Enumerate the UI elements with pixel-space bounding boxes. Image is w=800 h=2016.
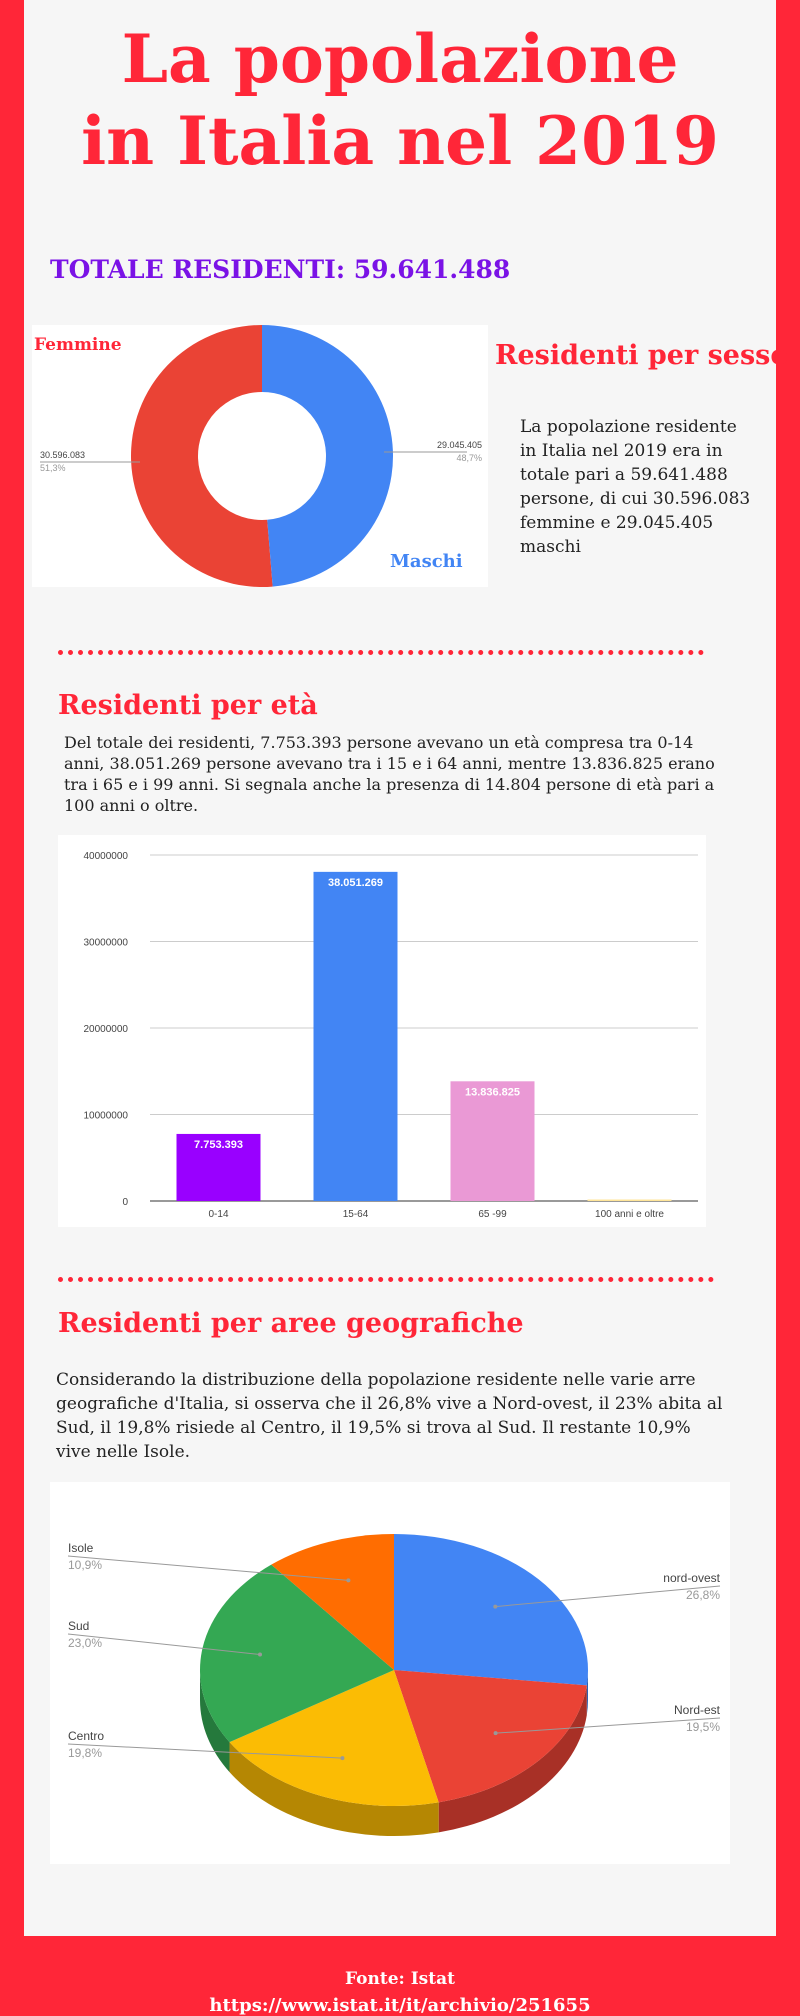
bar-chart xyxy=(58,835,706,1227)
divider-2 xyxy=(58,1277,714,1282)
x-tick-label: 0-14 xyxy=(208,1209,229,1220)
x-tick-label: 65 -99 xyxy=(478,1209,507,1220)
bar-data-label: 13.836.825 xyxy=(464,1086,521,1099)
footer-source: Fonte: Istat xyxy=(345,1969,455,1989)
female-pct-label: 51,3% xyxy=(40,463,66,473)
pie-category-label: Isole xyxy=(68,1541,94,1555)
y-tick-label: 30000000 xyxy=(83,937,128,949)
y-tick-label: 0 xyxy=(122,1197,128,1208)
pie-callout-dot xyxy=(340,1756,344,1760)
bar-100annieoltre xyxy=(588,1200,672,1202)
bar-65-99 xyxy=(451,1081,535,1201)
label-male: Maschi xyxy=(390,551,463,572)
pie-slice-nord-ovest xyxy=(394,1534,588,1685)
pie-chart-card xyxy=(50,1482,730,1864)
y-tick-label: 20000000 xyxy=(83,1024,128,1035)
pie-percent-label: 23,0% xyxy=(68,1636,103,1650)
pie-category-label: Centro xyxy=(68,1729,105,1743)
label-female: Femmine xyxy=(34,335,122,355)
male-value-label: 29.045.405 xyxy=(436,440,482,450)
pie-category-label: Nord-est xyxy=(673,1703,720,1717)
donut-slice-femmine xyxy=(131,325,273,587)
divider-1 xyxy=(58,650,704,655)
pie-3d-chart xyxy=(50,1482,730,1864)
heading-age: Residenti per età xyxy=(58,690,318,721)
bar-chart-card xyxy=(58,835,706,1227)
donut-chart xyxy=(32,325,488,587)
male-pct-label: 48,7% xyxy=(456,453,482,463)
page-title xyxy=(0,18,800,182)
title-line-2: in Italia nel 2019 xyxy=(81,102,719,180)
pie-callout-dot xyxy=(494,1731,498,1735)
total-residents: TOTALE RESIDENTI: 59.641.488 xyxy=(50,255,511,284)
sex-description: La popolazione residente in Italia nel 2019 era in totale pari a 59.641.488 persone, di cui 30.596.083 femmine e 29.045.405 maschi xyxy=(520,417,751,557)
pie-callout-dot xyxy=(493,1605,497,1609)
title-line-1: La popolazione xyxy=(121,20,679,98)
pie-percent-label: 26,8% xyxy=(685,1588,720,1602)
bar-15-64 xyxy=(314,872,398,1201)
y-tick-label: 10000000 xyxy=(83,1110,128,1122)
heading-geo: Residenti per aree geografiche xyxy=(58,1308,524,1339)
bar-data-label: 7.753.393 xyxy=(194,1138,243,1151)
pie-percent-label: 19,8% xyxy=(68,1746,103,1760)
y-tick-label: 40000000 xyxy=(83,851,128,862)
x-tick-label: 100 anni e oltre xyxy=(595,1209,664,1220)
footer-url[interactable]: https://www.istat.it/it/archivio/251655 xyxy=(209,1995,591,2016)
geo-description: Considerando la distribuzione della popolazione residente nelle varie arre geografiche d'Italia, si osserva che il 26,8% vive a Nord-ovest, il 23% abita al Sud, il 19,8% risiede al Centro, il 19,5% si trova al Sud. Il restante 10,9% vive nelle Isole. xyxy=(56,1370,723,1462)
pie-category-label: nord-ovest xyxy=(663,1571,720,1585)
female-value-label: 30.596.083 xyxy=(40,450,86,460)
pie-percent-label: 10,9% xyxy=(68,1558,103,1572)
heading-sex: Residenti per sesso xyxy=(495,340,789,371)
pie-callout-dot xyxy=(258,1653,262,1657)
donut-chart-card xyxy=(32,325,488,587)
age-description: Del totale dei residenti, 7.753.393 persone avevano un età compresa tra 0-14 anni, 38.051.269 persone avevano tra i 15 e i 64 anni, mentre 13.836.825 erano tra i 65 e i 99 anni. Si segnala anche la presenza di 14.804 persone di età pari a 100 anni o oltre. xyxy=(64,733,715,815)
x-tick-label: 15-64 xyxy=(342,1209,369,1220)
bar-data-label: 38.051.269 xyxy=(327,876,384,889)
pie-category-label: Sud xyxy=(68,1619,90,1633)
pie-percent-label: 19,5% xyxy=(685,1720,720,1734)
pie-callout-dot xyxy=(346,1578,350,1582)
donut-slice-maschi xyxy=(262,325,393,587)
